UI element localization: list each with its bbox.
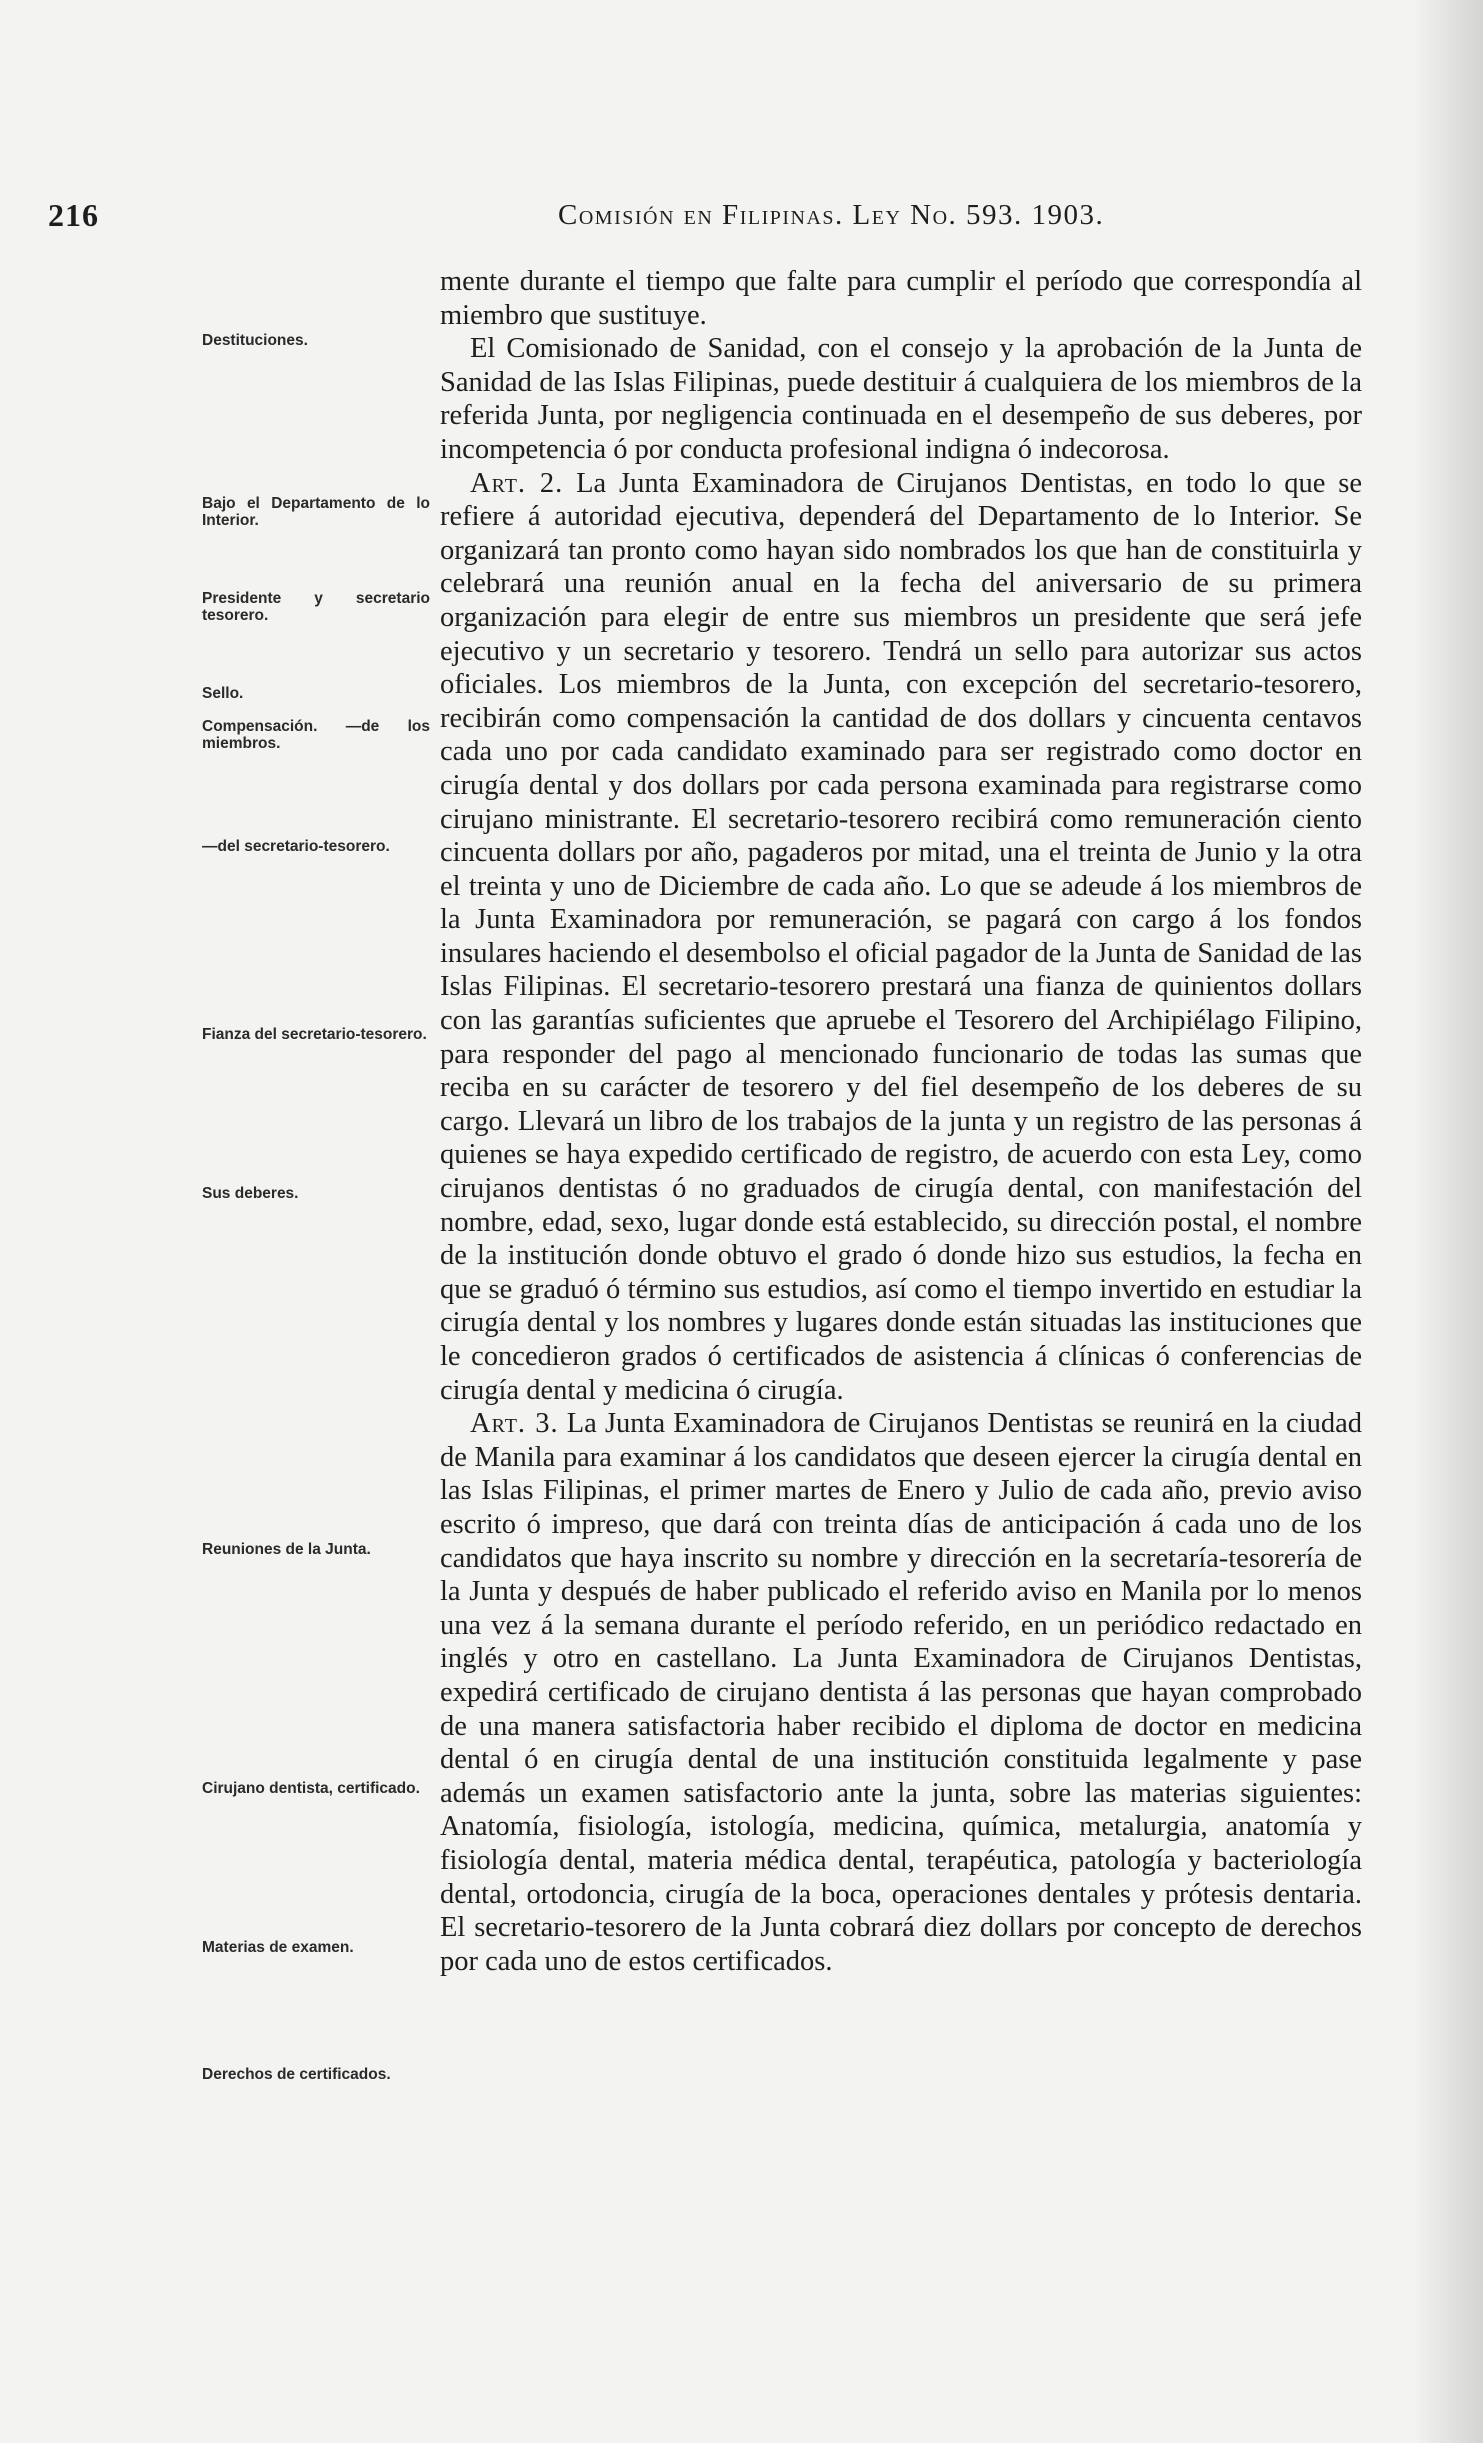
page-number: 216 — [48, 197, 99, 233]
article-label: Art. 2. — [470, 467, 564, 499]
paragraph-art-2 — [440, 467, 1362, 1408]
margin-note-presidente-secretario: Presidente y secretario tesorero. — [202, 590, 430, 624]
article-label: Art. 3. — [470, 1408, 559, 1440]
paragraph-destituciones — [440, 332, 1362, 466]
paragraph-art-3 — [440, 1407, 1362, 1978]
margin-note-cirujano-certificado: Cirujano dentista, certificado. — [202, 1780, 420, 1797]
margin-note-deberes: Sus deberes. — [202, 1185, 299, 1202]
margin-note-reuniones: Reuniones de la Junta. — [202, 1541, 371, 1558]
margin-notes — [202, 0, 442, 2443]
paragraph-text: La Junta Examinadora de Cirujanos Dentistas, en todo lo que se refiere á autoridad ejecutiva, dependerá del Departamento de lo Interior. Se organizará tan pronto como hayan sido nombrados los que han de constituirla y celebrará una reunión anual en la fecha del aniversario de su primera organización para elegir de entre sus miembros un presidente que será jefe ejecutivo y un secretario y tesorero. Tendrá un sello para autorizar sus actos oficiales. Los miembros de la Junta, con excepción del secretario-tesorero, recibirán como compensación la cantidad de dos dollars y cincuenta centavos cada uno por cada candidato examinado para ser registrado como doctor en cirugía dental y dos dollars por cada persona examinada para registrarse como cirujano ministrante. El secretario-tesorero recibirá como remuneración ciento cincuenta dollars por año, pagaderos por mitad, una el treinta de Junio y la otra el treinta y uno de Diciembre de cada año. Lo que se adeude á los miembros de la Junta Examinadora por remuneración, se pagará con cargo á los fondos insulares haciendo el desembolso el oficial pagador de la Junta de Sanidad de las Islas Filipinas. El secretario-tesorero prestará una fianza de quinientos dollars con las garantías suficientes que apruebe el Tesorero del Archipiélago Filipino, para responder del pago al mencionado funcionario de todas las sumas que reciba en su carácter de tesorero y del fiel desempeño de los deberes de su cargo. Llevará un libro de los trabajos de la junta y un registro de las personas á quienes se haya expedido certificado de registro, de acuerdo con esta Ley, como cirujanos dentistas ó no graduados de cirugía dental, con manifestación del nombre, edad, sexo, lugar donde está establecido, su dirección postal, el nombre de la institución donde obtuvo el grado ó donde hizo sus estudios, la fecha en que se graduó ó término sus estudios, así como el tiempo invertido en estudiar la cirugía dental y los nombres y lugares donde están situadas las instituciones que le concedieron grados ó certificados de asistencia á clínicas ó conferencias de cirugía dental y medicina ó cirugía. — [440, 467, 1363, 1406]
margin-note-fianza: Fianza del secretario-tesorero. — [202, 1026, 427, 1043]
margin-note-compensacion: Compensación. —de los miembros. — [202, 718, 430, 752]
margin-note-derechos: Derechos de certificados. — [202, 2066, 391, 2083]
paragraph-continuation — [440, 265, 1362, 332]
margin-note-sello: Sello. — [202, 685, 244, 702]
paragraph-text: La Junta Examinadora de Cirujanos Dentistas se reunirá en la ciudad de Manila para examinar á los candidatos que deseen ejercer la cirugía dental en las Islas Filipinas, el primer martes de Enero y Julio de cada año, previo aviso escrito ó impreso, que dará con treinta días de anticipación á cada uno de los candidatos que haya inscrito su nombre y dirección en la secretaría-tesorería de la Junta y después de haber publicado el referido aviso en Manila por lo menos una vez á la semana durante el período referido, en un periódico redactado en inglés y otro en castellano. La Junta Examinadora de Cirujanos Dentistas, expedirá certificado de cirujano dentista á las personas que hayan comprobado de una manera satisfactoria haber recibido el diploma de doctor en medicina dental ó en cirugía dental de una institución constituida legalmente y pase además un examen satisfactorio ante la junta, sobre las materias siguientes: Anatomía, fisiología, istología, medicina, química, metalurgia, anatomía y fisiología dental, materia médica dental, terapéutica, patología y bacteriología dental, ortodoncia, cirugía de la boca, operaciones dentales y prótesis dentaria. El secretario-tesorero de la Junta cobrará diez dollars por concepto de derechos por cada uno de estos certificados. — [440, 1408, 1363, 1977]
margin-note-secretario-tesorero: —del secretario-tesorero. — [202, 838, 390, 855]
margin-note-destituciones: Destituciones. — [202, 332, 308, 349]
page-edge-shadow — [1413, 0, 1483, 2443]
running-head: Comisión en Filipinas. Ley No. 593. 1903. — [558, 199, 1105, 231]
margin-note-departamento-interior: Bajo el Departamento de lo Interior. — [202, 495, 430, 529]
body-text — [440, 265, 1362, 1978]
paragraph-text: mente durante el tiempo que falte para cumplir el período que correspondía al miembro que sustituye. — [440, 266, 1362, 331]
margin-note-materias: Materias de examen. — [202, 1939, 354, 1956]
paragraph-text: El Comisionado de Sanidad, con el consejo y la aprobación de la Junta de Sanidad de las Islas Filipinas, puede destituir á cualquiera de los miembros de la referida Junta, por negligencia continuada en el desempeño de sus deberes, por incompetencia ó por conducta profesional indigna ó indecorosa. — [440, 333, 1362, 465]
